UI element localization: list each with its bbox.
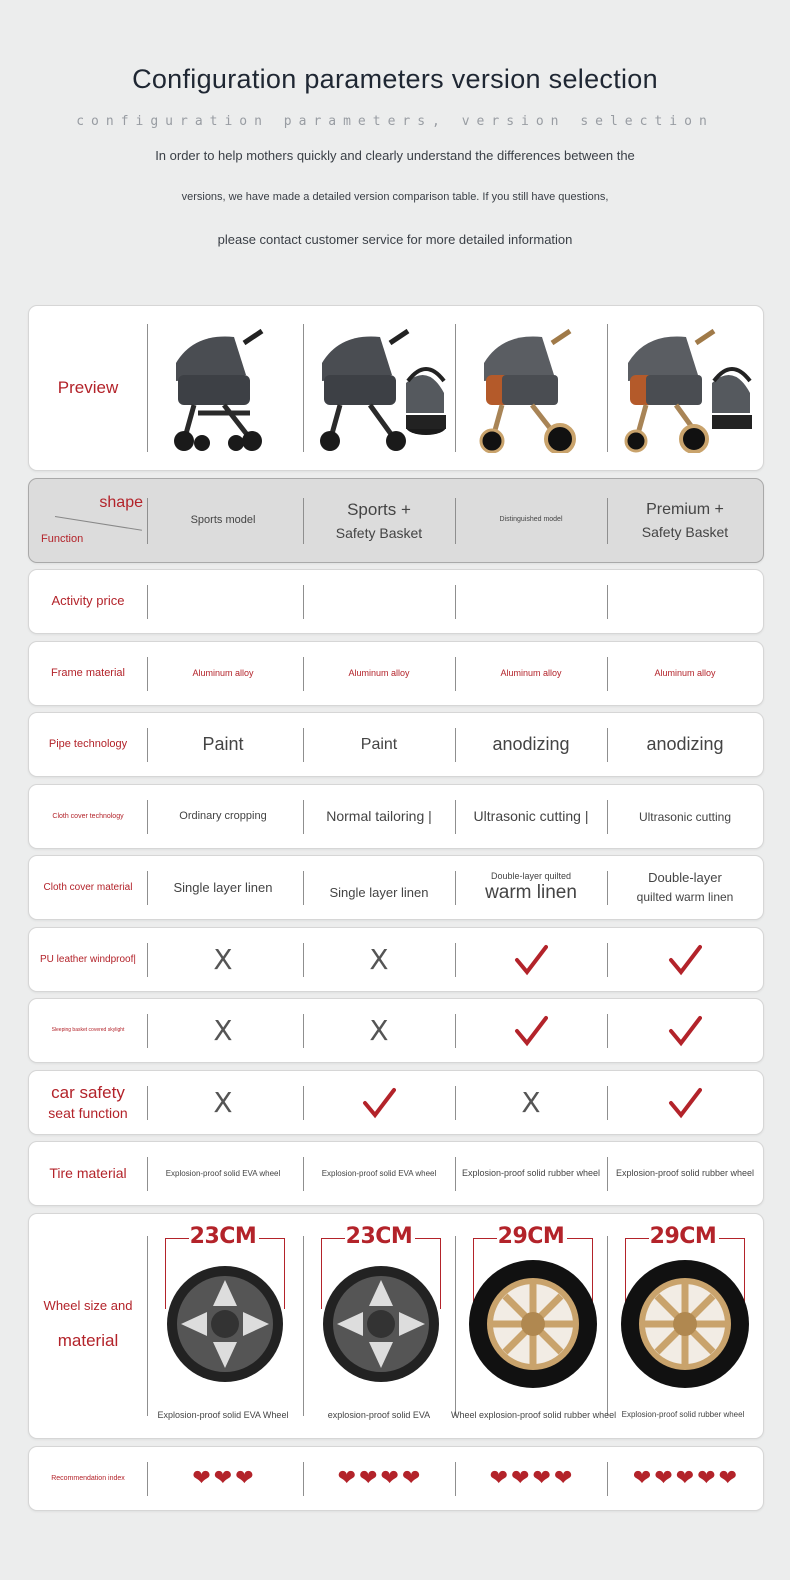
heart-icon: ❤ <box>192 1465 211 1491</box>
checkmark-icon <box>455 999 607 1062</box>
frame-value: Aluminum alloy <box>348 667 410 678</box>
row-shape-function <box>28 478 764 563</box>
pipe-value: anodizing <box>646 734 724 754</box>
shape-label: shape <box>99 494 143 511</box>
checkmark-icon <box>607 928 763 991</box>
cloth-material-value: Single layer linen <box>329 884 429 900</box>
tire-value: Explosion-proof solid EVA wheel <box>165 1168 281 1178</box>
wheel-rubber-29: 29CM Wheel explosion-proof solid rubber wheel <box>451 1224 617 1420</box>
checkmark-icon <box>455 928 607 991</box>
row-tire-material <box>28 1141 764 1206</box>
heart-icon: ❤ <box>532 1465 551 1491</box>
intro-line-1: In order to help mothers quickly and clearly understand the differences between the <box>155 148 635 163</box>
pipe-value: anodizing <box>492 734 570 754</box>
intro-line-2: versions, we have made a detailed version comparison table. If you still have questions, <box>181 191 609 203</box>
cloth-material-value: Double-layer quilted warm linen <box>636 869 734 905</box>
heart-icon: ❤ <box>553 1465 573 1491</box>
frame-value: Aluminum alloy <box>500 667 562 678</box>
row-pipe-technology <box>28 712 764 777</box>
shape-function-header <box>37 491 143 551</box>
heart-icon: ❤ <box>235 1465 254 1491</box>
cross-icon: X <box>521 1085 541 1119</box>
stroller-image-sports-basket <box>303 306 455 470</box>
row-label: Tire material <box>49 1164 127 1181</box>
row-activity-price <box>28 569 764 634</box>
cross-icon: X <box>213 1013 233 1047</box>
row-label: PU leather windproof| <box>40 953 136 965</box>
row-label: Activity price <box>51 593 125 609</box>
stroller-image-premium-basket <box>607 306 763 470</box>
row-pu-leather <box>28 927 764 992</box>
checkmark-icon <box>303 1071 455 1134</box>
heart-icon: ❤ <box>337 1465 357 1491</box>
row-cloth-cover-technology <box>28 784 764 849</box>
frame-value: Aluminum alloy <box>192 667 254 678</box>
heart-icon: ❤ <box>359 1465 378 1491</box>
tire-value: Explosion-proof solid rubber wheel <box>615 1167 755 1178</box>
cloth-material-value: Double-layer quilted warm linen <box>485 870 577 903</box>
row-label: Sleeping basket covered skylight <box>51 1027 125 1033</box>
heart-icon: ❤ <box>697 1465 716 1491</box>
cross-icon: X <box>369 942 389 976</box>
heart-icon: ❤ <box>675 1465 695 1491</box>
pipe-value: Paint <box>360 735 398 753</box>
model-premium-basket: Premium + Safety Basket <box>641 501 729 540</box>
row-preview <box>28 305 764 471</box>
cross-icon: X <box>213 942 233 976</box>
cloth-tech-value: Ultrasonic cutting | <box>473 808 589 824</box>
stroller-image-distinguished <box>455 306 607 470</box>
model-sports: Sports model <box>190 514 256 527</box>
row-label: Cloth cover technology <box>52 812 124 820</box>
heart-icon: ❤ <box>718 1465 738 1491</box>
row-frame-material <box>28 641 764 706</box>
row-label: Wheel size and material <box>43 1298 133 1351</box>
row-wheel-size <box>28 1213 764 1439</box>
heart-icon: ❤ <box>401 1465 421 1491</box>
frame-value: Aluminum alloy <box>654 667 716 678</box>
page-title: Configuration parameters version selection <box>132 64 658 94</box>
cross-icon: X <box>369 1013 389 1047</box>
heart-icon: ❤ <box>213 1465 233 1491</box>
wheel-eva-23: 23CM explosion-proof solid EVA <box>303 1214 455 1438</box>
wheel-rubber-29: 29CM Explosion-proof solid rubber wheel <box>607 1214 759 1438</box>
checkmark-icon <box>607 999 763 1062</box>
row-label: Recommendation index <box>51 1474 125 1482</box>
row-label: car safety seat function <box>48 1083 128 1122</box>
row-label: Cloth cover material <box>43 881 133 893</box>
heart-icon: ❤ <box>654 1465 673 1491</box>
rating-hearts <box>147 1447 299 1510</box>
cloth-tech-value: Ultrasonic cutting <box>638 809 732 824</box>
heart-icon: ❤ <box>632 1465 652 1491</box>
rating-hearts <box>303 1447 455 1510</box>
row-label: Frame material <box>51 666 125 679</box>
intro-line-3: please contact customer service for more detailed information <box>217 232 573 247</box>
page-subtitle: configuration parameters, version selection <box>76 114 714 129</box>
row-car-safety <box>28 1070 764 1135</box>
rating-hearts <box>455 1447 607 1510</box>
model-distinguished: Distinguished model <box>499 516 563 524</box>
cloth-material-value: Single layer linen <box>173 879 273 895</box>
heart-icon: ❤ <box>489 1465 509 1491</box>
row-recommendation <box>28 1446 764 1511</box>
tire-value: Explosion-proof solid rubber wheel <box>461 1167 601 1178</box>
cloth-tech-value: Ordinary cropping <box>179 810 267 823</box>
row-cloth-cover-material <box>28 855 764 920</box>
cross-icon: X <box>213 1085 233 1119</box>
heart-icon: ❤ <box>380 1465 399 1491</box>
rating-hearts <box>607 1447 763 1510</box>
wheel-eva-23: 23CM Explosion-proof solid EVA Wheel <box>157 1224 289 1420</box>
tire-value: Explosion-proof solid EVA wheel <box>321 1168 437 1178</box>
heart-icon: ❤ <box>511 1465 530 1491</box>
checkmark-icon <box>607 1071 763 1134</box>
function-label: Function <box>41 533 84 545</box>
stroller-image-sports <box>147 306 299 470</box>
cloth-tech-value: Normal tailoring | <box>326 808 432 824</box>
model-sports-basket: Sports + Safety Basket <box>335 500 423 541</box>
pipe-value: Paint <box>202 734 244 754</box>
row-label: Pipe technology <box>48 737 128 750</box>
row-label: Preview <box>57 378 119 398</box>
row-sleeping-basket <box>28 998 764 1063</box>
